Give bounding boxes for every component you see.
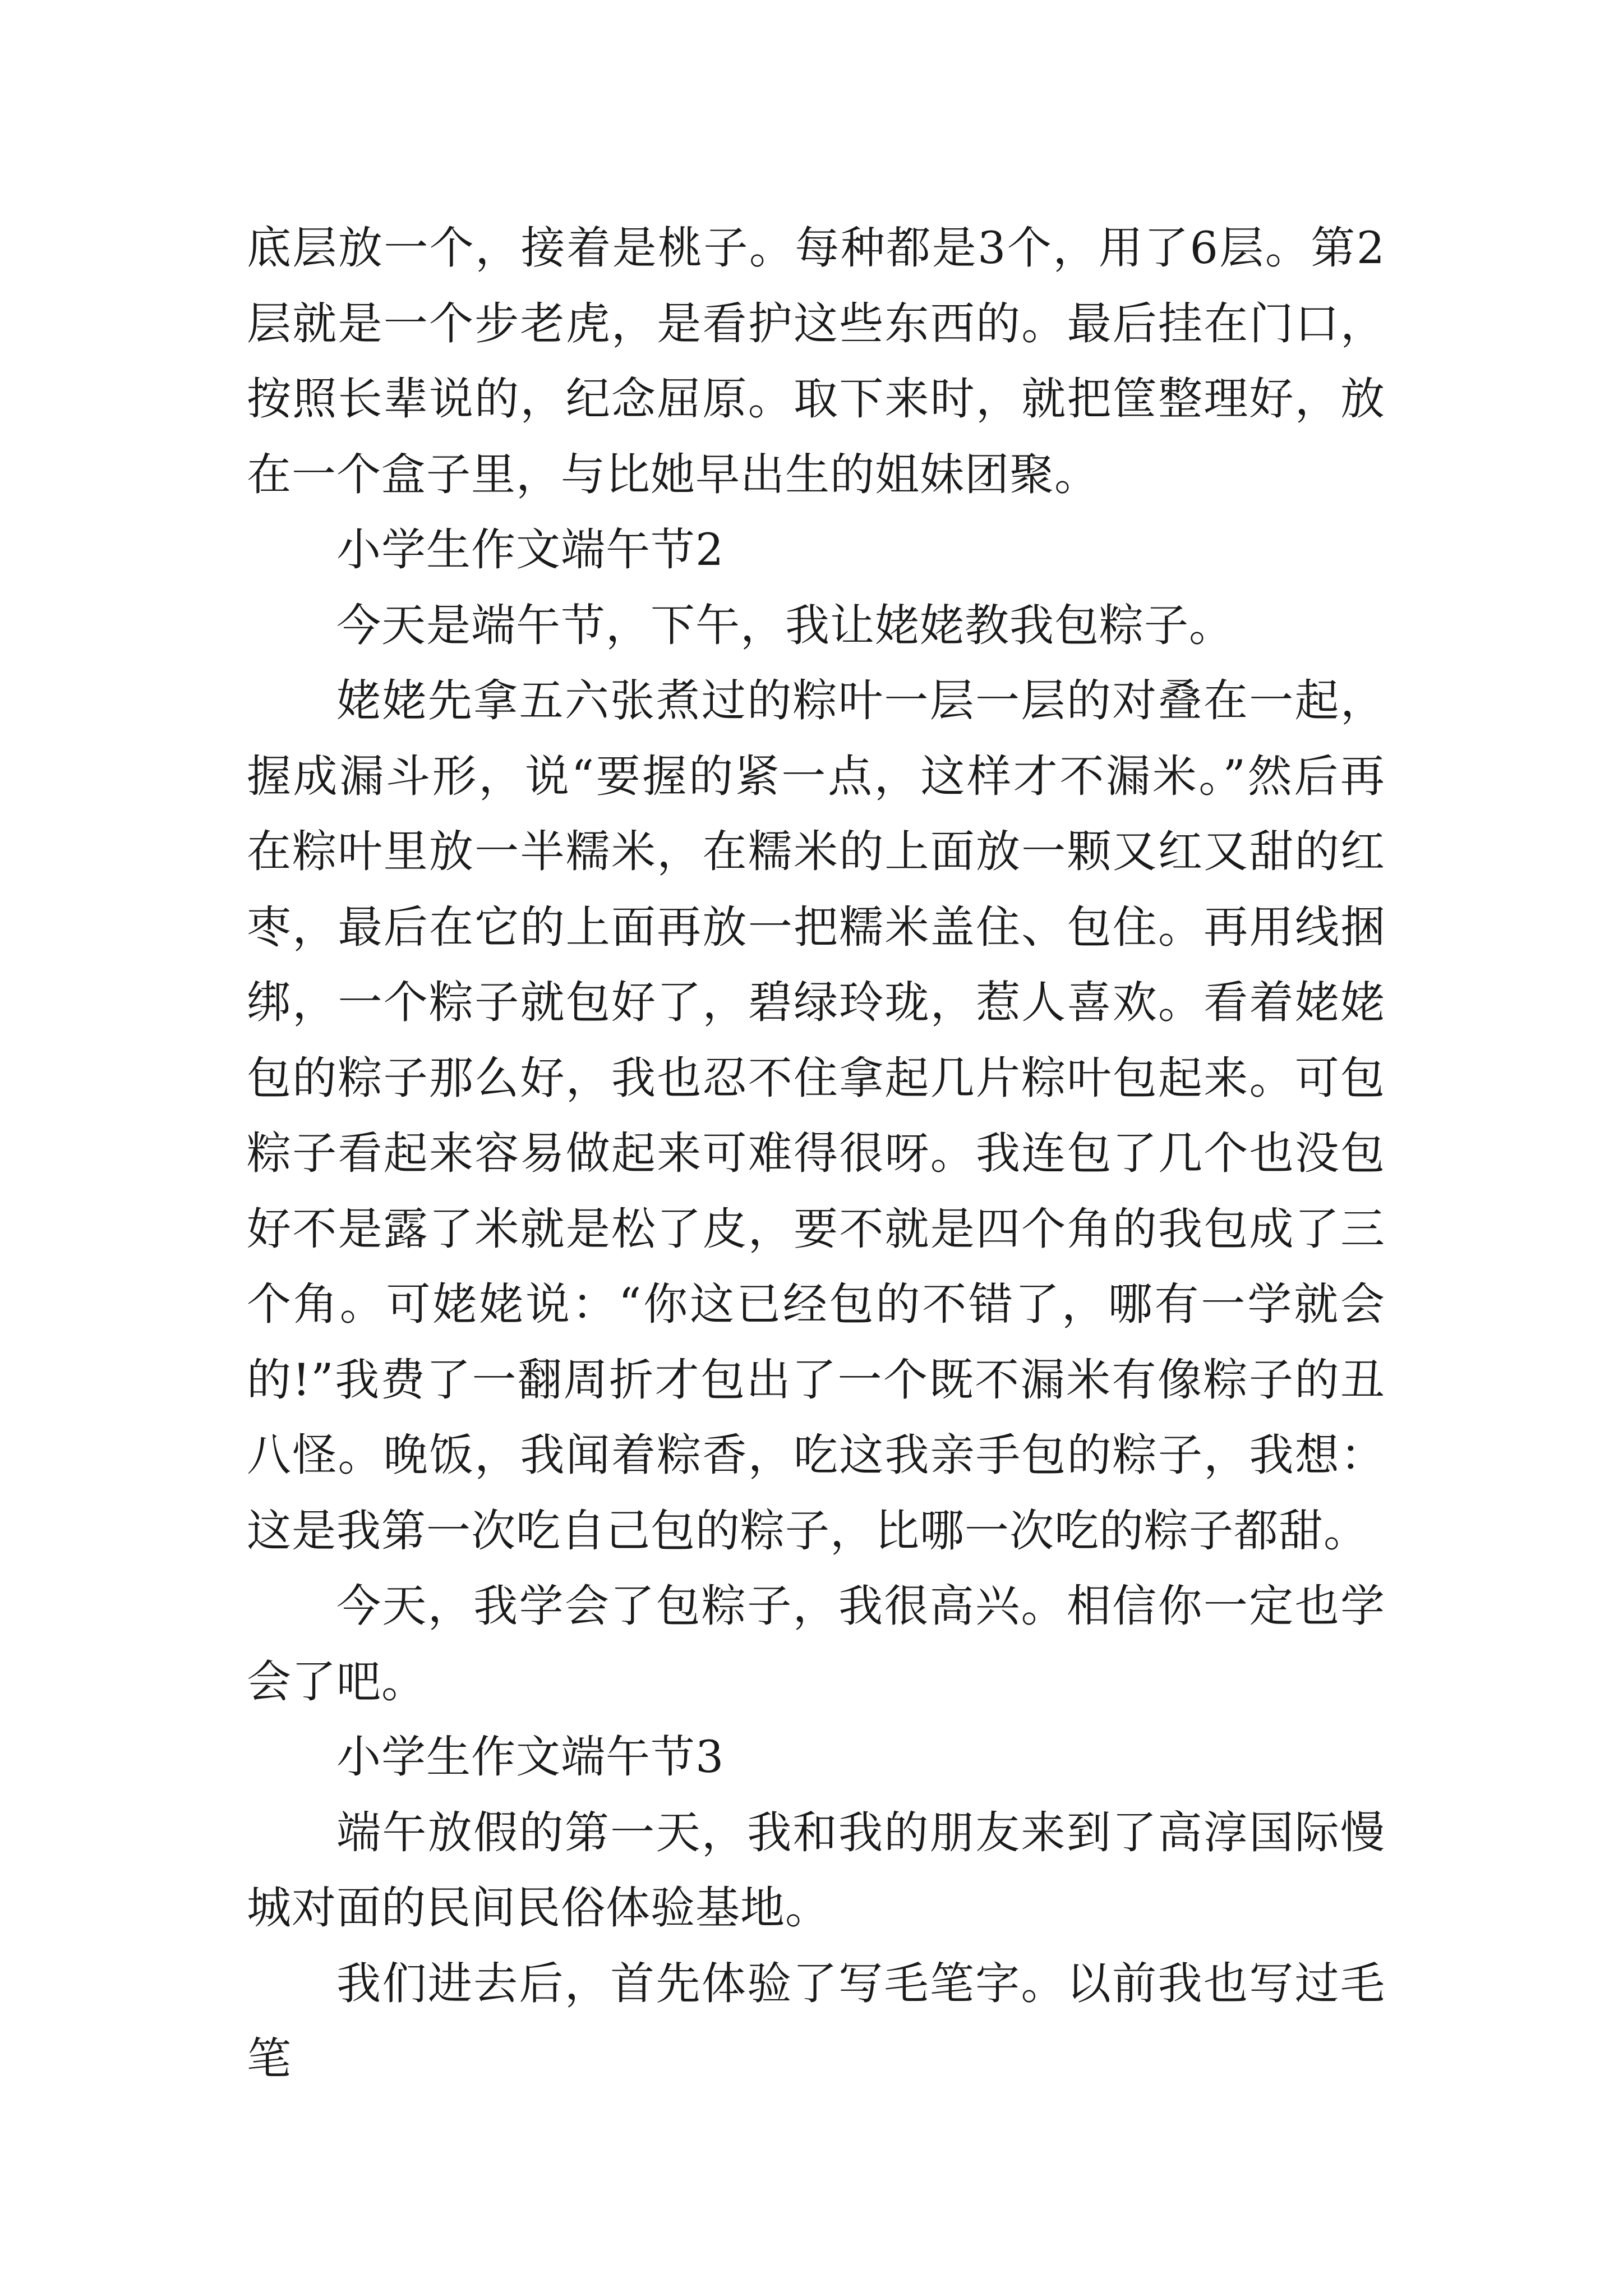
- essay-heading: 小学生作文端午节2: [336, 524, 725, 576]
- essay-paragraph: 姥姥先拿五六张煮过的粽叶一层一层的对叠在一起，握成漏斗形，说“要握的紧一点，这样才不漏米。”然后再在粽叶里放一半糯米，在糯米的上面放一颗又红又甜的红枣，最后在它的上面再放一把糯米盖住、包住。再用线捆绑，一个粽子就包好了，碧绿玲珑，惹人喜欢。看着姥姥包的粽子那么好，我也忍不住拿起几片粽叶包起来。可包粽子看起来容易做起来可难得很呀。我连包了几个也没包好不是露了米就是松了皮，要不就是四个角的我包成了三个角。可姥姥说：“你这已经包的不错了，哪有一学就会的!”我费了一翻周折才包出了一个既不漏米有像粽子的丑八怪。晚饭，我闻着粽香，吃这我亲手包的粽子，我想：这是我第一次吃自己包的粽子，比哪一次吃的粽子都甜。: [247, 675, 1385, 1557]
- essay-body: [247, 210, 1385, 2097]
- essay-paragraph: 今天，我学会了包粽子，我很高兴。相信你一定也学会了吧。: [247, 1580, 1385, 1708]
- essay-paragraph: 今天是端午节，下午，我让姥姥教我包粽子。: [336, 599, 1234, 651]
- essay-paragraph: 我们进去后，首先体验了写毛笔字。以前我也写过毛笔: [247, 1957, 1385, 2085]
- essay-heading: 小学生作文端午节3: [336, 1731, 725, 1783]
- essay-paragraph: 端午放假的第一天，我和我的朋友来到了高淳国际慢城对面的民间民俗体验基地。: [247, 1806, 1385, 1934]
- essay-paragraph: 底层放一个，接着是桃子。每种都是3个，用了6层。第2层就是一个步老虎，是看护这些东西的。最后挂在门口，按照长辈说的，纪念屈原。取下来时，就把筐整理好，放在一个盒子里，与比她早出生的姐妹团聚。: [247, 222, 1385, 500]
